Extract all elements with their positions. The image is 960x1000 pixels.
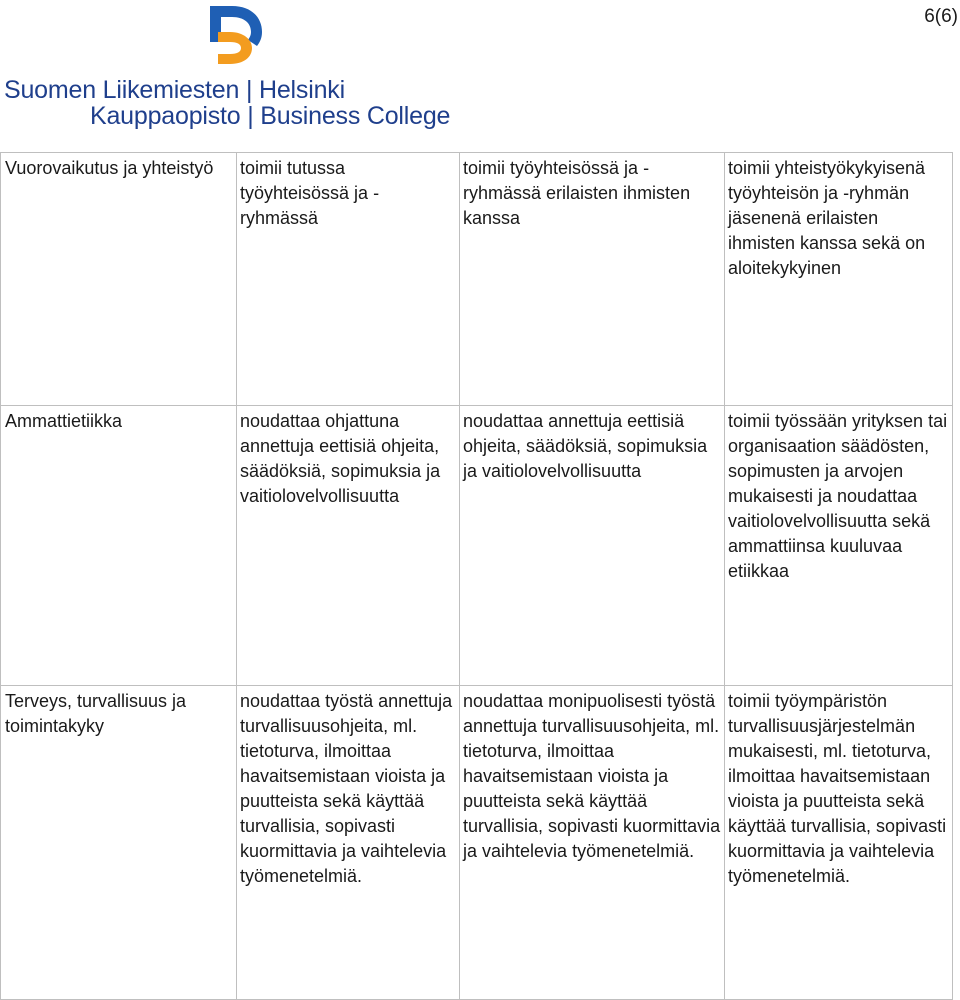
row-label: Vuorovaikutus ja yhteistyö [1,153,237,406]
table-cell: toimii työyhteisössä ja -ryhmässä erilaisten ihmisten kanssa [460,153,725,406]
logo-text-line1: Suomen Liikemiesten | Helsinki [4,76,345,104]
assessment-criteria-table [0,152,953,1000]
table-cell: toimii tutussa työyhteisössä ja -ryhmässä [237,153,460,406]
table-cell: noudattaa monipuolisesti työstä annettuja turvallisuusohjeita, ml. tietoturva, ilmoittaa havaitsemistaan vioista ja puutteista sekä käyttää turvallisia, sopivasti kuormittavia ja vaihtelevia työmenetelmiä. [460,686,725,1000]
page-number: 6(6) [924,6,958,27]
row-label: Terveys, turvallisuus ja toimintakyky [1,686,237,1000]
table-cell: toimii työssään yrityksen tai organisaation säädösten, sopimusten ja arvojen mukaisesti ja noudattaa vaitiolovelvollisuutta sekä ammattiinsa kuuluvaa etiikkaa [725,406,953,686]
table-cell: noudattaa ohjattuna annettuja eettisiä ohjeita, säädöksiä, sopimuksia ja vaitiolovelvollisuutta [237,406,460,686]
table-row [1,153,953,406]
table-row [1,406,953,686]
table-cell: toimii yhteistyökykyisenä työyhteisön ja -ryhmän jäsenenä erilaisten ihmisten kanssa sekä on aloitekykyinen [725,153,953,406]
row-label: Ammattietiikka [1,406,237,686]
table-row [1,686,953,1000]
table-cell: noudattaa annettuja eettisiä ohjeita, säädöksiä, sopimuksia ja vaitiolovelvollisuutta [460,406,725,686]
logo-mark-icon [204,2,278,66]
logo-text-line2: Kauppaopisto | Business College [90,102,451,130]
table-cell: noudattaa työstä annettuja turvallisuusohjeita, ml. tietoturva, ilmoittaa havaitsemistaan vioista ja puutteista sekä käyttää turvallisia, sopivasti kuormittavia ja vaihtelevia työmenetelmiä. [237,686,460,1000]
table-cell: toimii työympäristön turvallisuusjärjestelmän mukaisesti, ml. tietoturva, ilmoittaa havaitsemistaan vioista ja puutteista sekä käyttää turvallisia, sopivasti kuormittavia ja vaihtelevia työmenetelmiä. [725,686,953,1000]
college-logo [4,2,451,132]
